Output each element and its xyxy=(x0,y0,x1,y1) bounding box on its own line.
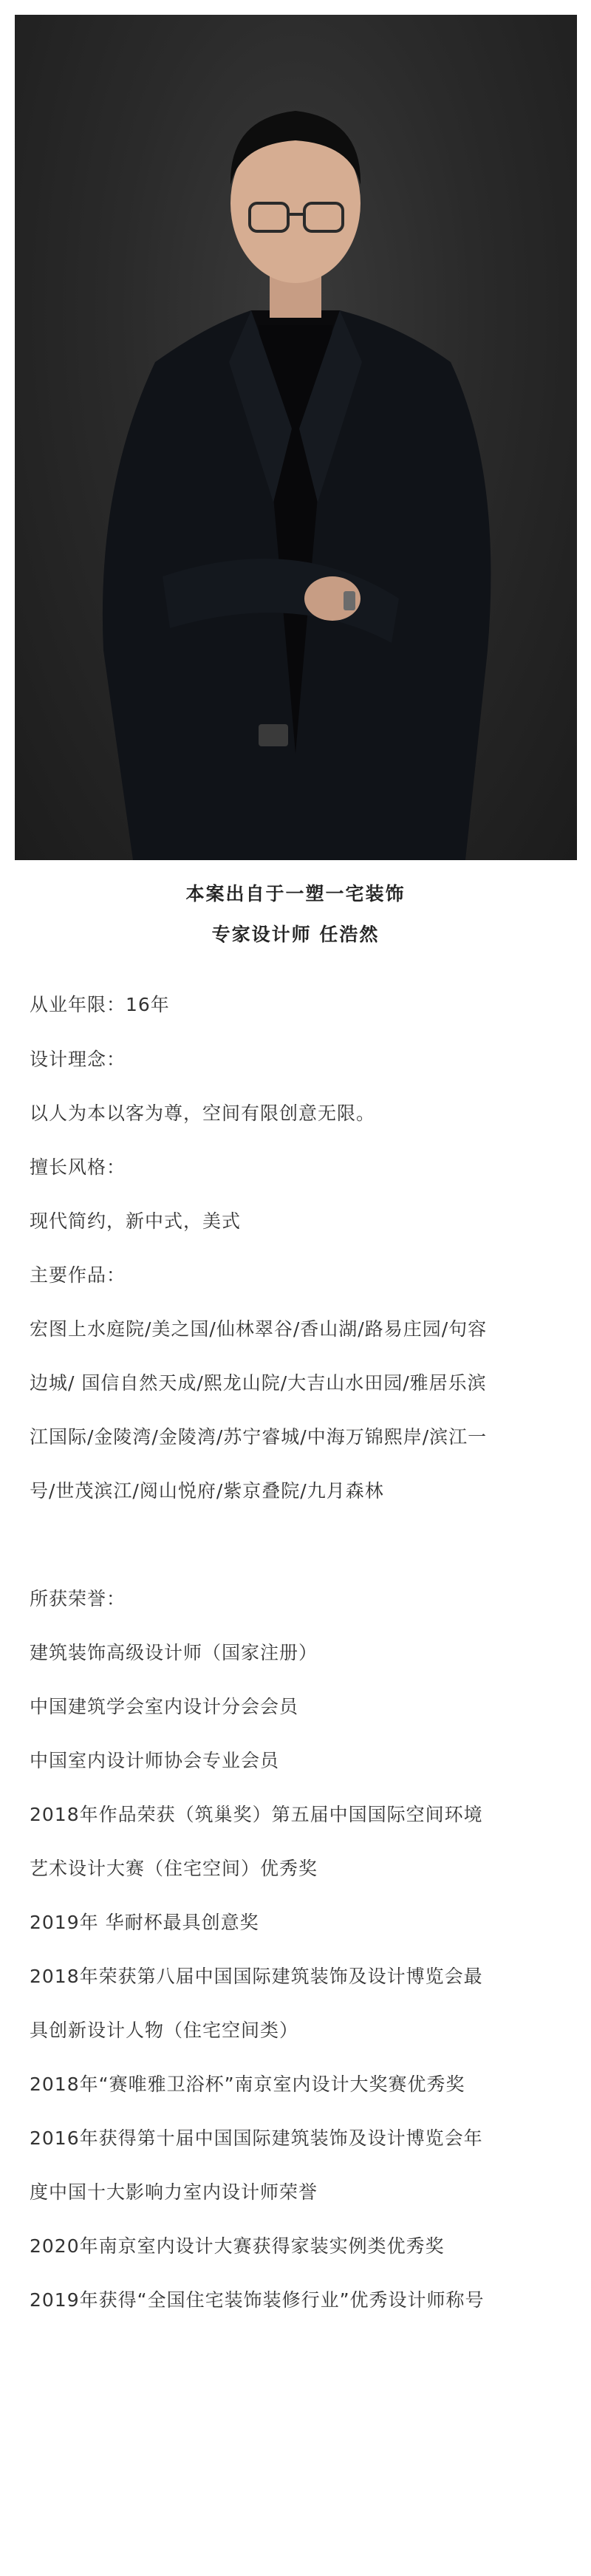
designer-title-caption: 专家设计师 任浩然 xyxy=(211,924,380,945)
designer-portrait-photo xyxy=(15,15,577,860)
experience-years: 从业年限：16年 xyxy=(30,994,170,1015)
honor-item: 艺术设计大赛（住宅空间）优秀奖 xyxy=(30,1858,318,1879)
honor-item: 中国建筑学会室内设计分会会员 xyxy=(30,1696,299,1717)
honor-item: 2018年作品荣获（筑巢奖）第五届中国国际空间环境 xyxy=(30,1804,483,1825)
style-text: 现代简约，新中式，美式 xyxy=(30,1210,242,1232)
honor-item: 2018年“赛唯雅卫浴杯”南京室内设计大奖赛优秀奖 xyxy=(30,2074,465,2095)
honor-item: 2020年南京室内设计大赛获得家装实例类优秀奖 xyxy=(30,2235,445,2257)
honors-label: 所获荣誉： xyxy=(30,1588,126,1609)
honor-item: 度中国十大影响力室内设计师荣誉 xyxy=(30,2181,318,2203)
works-label: 主要作品： xyxy=(30,1264,126,1286)
honor-item: 2016年获得第十届中国国际建筑装饰及设计博览会年 xyxy=(30,2127,483,2149)
works-line: 边城/ 国信自然天成/熙龙山院/大吉山水田园/雅居乐滨 xyxy=(30,1372,487,1394)
honor-item: 2019年 华耐杯最具创意奖 xyxy=(30,1912,259,1933)
works-line: 江国际/金陵湾/金陵湾/苏宁睿城/中海万锦熙岸/滨江一 xyxy=(30,1426,488,1448)
honor-item: 具创新设计人物（住宅空间类） xyxy=(30,2020,299,2041)
works-line: 宏图上水庭院/美之国/仙林翠谷/香山湖/路易庄园/句容 xyxy=(30,1318,488,1340)
concept-label: 设计理念： xyxy=(30,1049,126,1070)
style-label: 擅长风格： xyxy=(30,1156,126,1178)
portrait-illustration xyxy=(15,15,577,860)
honor-item: 中国室内设计师协会专业会员 xyxy=(30,1750,280,1771)
honor-item: 建筑装饰高级设计师（国家注册） xyxy=(30,1642,318,1663)
project-source-caption: 本案出自于一塑一宅装饰 xyxy=(185,883,406,904)
works-line: 号/世茂滨江/阅山悦府/紫京叠院/九月森林 xyxy=(30,1480,384,1502)
honor-item: 2019年获得“全国住宅装饰装修行业”优秀设计师称号 xyxy=(30,2289,485,2311)
honor-item: 2018年荣获第八届中国国际建筑装饰及设计博览会最 xyxy=(30,1966,483,1987)
concept-text: 以人为本以客为尊，空间有限创意无限。 xyxy=(30,1103,376,1124)
